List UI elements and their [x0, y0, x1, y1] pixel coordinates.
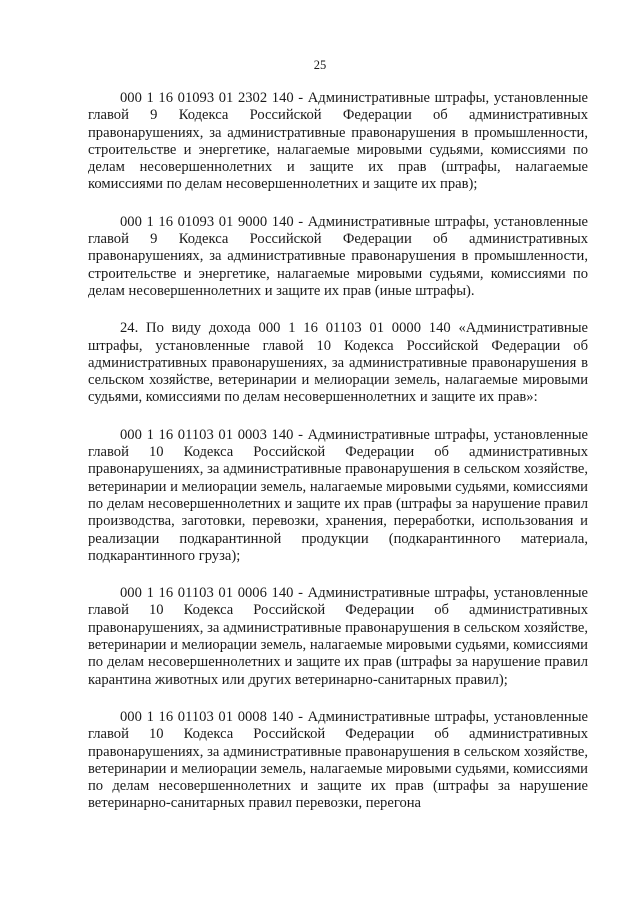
paragraph-item-24: 24. По виду дохода 000 1 16 01103 01 0000 140 «Административные штрафы, установленные главой 10 Кодекса Российской Федерации об административных правонарушениях, за административные правонарушения в сельском хозяйстве, ветеринарии и мелиорации земель, налагаемые мировыми судьями, комиссиями по делам несовершеннолетних и защите их прав»:	[88, 320, 588, 406]
paragraph-code-01103-0003: 000 1 16 01103 01 0003 140 - Административные штрафы, установленные главой 10 Кодекса Российской Федерации об административных правонарушениях, за административные правонарушения в сельском хозяйстве, ветеринарии и мелиорации земель, налагаемые мировыми судьями, комиссиями по делам несовершеннолетних и защите их прав (штрафы за нарушение правил производства, заготовки, перевозки, хранения, переработки, использования и реализации подкарантинной продукции (подкарантинного материала, подкарантинного груза);	[88, 426, 588, 564]
paragraph-code-01093-2302: 000 1 16 01093 01 2302 140 - Административные штрафы, установленные главой 9 Кодекса Российской Федерации об административных правонарушениях, за административные правонарушения в промышленности, строительстве и энергетике, налагаемые мировыми судьями, комиссиями по делам несовершеннолетних и защите их прав (штрафы, налагаемые комиссиями по делам несовершеннолетних и защите их прав);	[88, 90, 588, 193]
document-body	[88, 90, 588, 813]
paragraph-code-01103-0006: 000 1 16 01103 01 0006 140 - Административные штрафы, установленные главой 10 Кодекса Российской Федерации об административных правонарушениях, за административные правонарушения в сельском хозяйстве, ветеринарии и мелиорации земель, налагаемые мировыми судьями, комиссиями по делам несовершеннолетних и защите их прав (штрафы за нарушение правил карантина животных или других ветеринарно-санитарных правил);	[88, 585, 588, 688]
paragraph-code-01093-9000: 000 1 16 01093 01 9000 140 - Административные штрафы, установленные главой 9 Кодекса Российской Федерации об административных правонарушениях, за административные правонарушения в промышленности, строительстве и энергетике, налагаемые мировыми судьями, комиссиями по делам несовершеннолетних и защите их прав (иные штрафы).	[88, 213, 588, 299]
page-number: 25	[313, 58, 327, 72]
paragraph-code-01103-0008: 000 1 16 01103 01 0008 140 - Административные штрафы, установленные главой 10 Кодекса Российской Федерации об административных правонарушениях, за административные правонарушения в сельском хозяйстве, ветеринарии и мелиорации земель, налагаемые мировыми судьями, комиссиями по делам несовершеннолетних и защите их прав (штрафы за нарушение ветеринарно-санитарных правил перевозки, перегона	[88, 708, 588, 812]
